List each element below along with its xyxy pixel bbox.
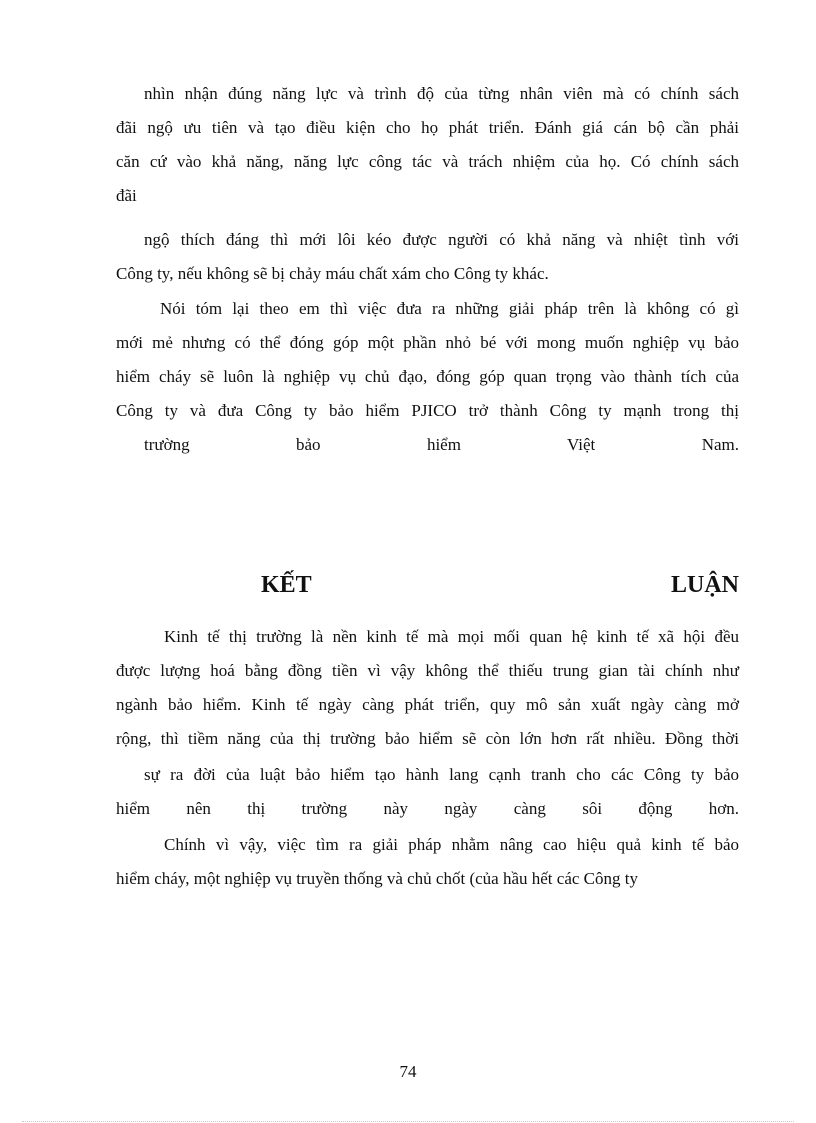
section-heading-conclusion	[116, 568, 739, 608]
text-line: hiểm nên thị trường này ngày càng sôi động hơn.	[116, 799, 739, 818]
text-line: rộng, thì tiềm năng của thị trường bảo hiểm sẽ còn lớn hơn rất nhiều. Đồng thời	[116, 729, 739, 748]
text-line: Công ty và đưa Công ty bảo hiểm PJICO trở thành Công ty mạnh trong thị	[116, 401, 739, 420]
text-line: được lượng hoá bằng đồng tiền vì vậy không thể thiếu trung gian tài chính như	[116, 661, 739, 680]
text-line: Công ty, nếu không sẽ bị chảy máu chất xám cho Công ty khác.	[116, 264, 549, 283]
text-line: Nói tóm lại theo em thì việc đưa ra những giải pháp trên là không có gì	[160, 299, 739, 318]
text-line: ngộ thích đáng thì mới lôi kéo được người có khả năng và nhiệt tình với	[144, 230, 739, 249]
text-line: đãi	[116, 186, 137, 205]
text-line: căn cứ vào khả năng, năng lực công tác và trách nhiệm của họ. Có chính sách	[116, 152, 739, 171]
heading-word: KẾT	[261, 572, 312, 598]
text-line: ngành bảo hiểm. Kinh tế ngày càng phát triển, quy mô sản xuất ngày càng mở	[116, 695, 739, 714]
paragraph-conclusion-2	[116, 758, 739, 826]
paragraph-staff-policy	[116, 77, 739, 213]
text-line: Chính vì vậy, việc tìm ra giải pháp nhằm nâng cao hiệu quả kinh tế bảo	[164, 835, 739, 854]
paragraph-conclusion-3	[116, 828, 739, 896]
text-line: nhìn nhận đúng năng lực và trình độ của từng nhân viên mà có chính sách	[144, 84, 739, 103]
paragraph-incentives	[116, 223, 739, 291]
text-line: Kinh tế thị trường là nền kinh tế mà mọi mối quan hệ kinh tế xã hội đều	[164, 627, 739, 646]
text-line: mới mẻ nhưng có thể đóng góp một phần nhỏ bé với mong muốn nghiệp vụ bảo	[116, 333, 739, 352]
paragraph-summary	[116, 292, 739, 462]
heading-word: LUẬN	[670, 572, 739, 598]
page-bottom-divider	[22, 1121, 794, 1122]
text-line: trường bảo hiểm Việt Nam.	[144, 435, 739, 454]
text-line: đãi ngộ ưu tiên và tạo điều kiện cho họ phát triển. Đánh giá cán bộ cần phải	[116, 118, 739, 137]
text-line: sự ra đời của luật bảo hiểm tạo hành lang cạnh tranh cho các Công ty bảo	[144, 765, 739, 784]
text-line: hiểm cháy, một nghiệp vụ truyền thống và chủ chốt (của hầu hết các Công ty	[116, 869, 638, 888]
page-number: 74	[399, 1062, 417, 1081]
text-line: hiểm cháy sẽ luôn là nghiệp vụ chủ đạo, đóng góp quan trọng vào thành tích của	[116, 367, 739, 386]
paragraph-conclusion-1	[116, 620, 739, 756]
